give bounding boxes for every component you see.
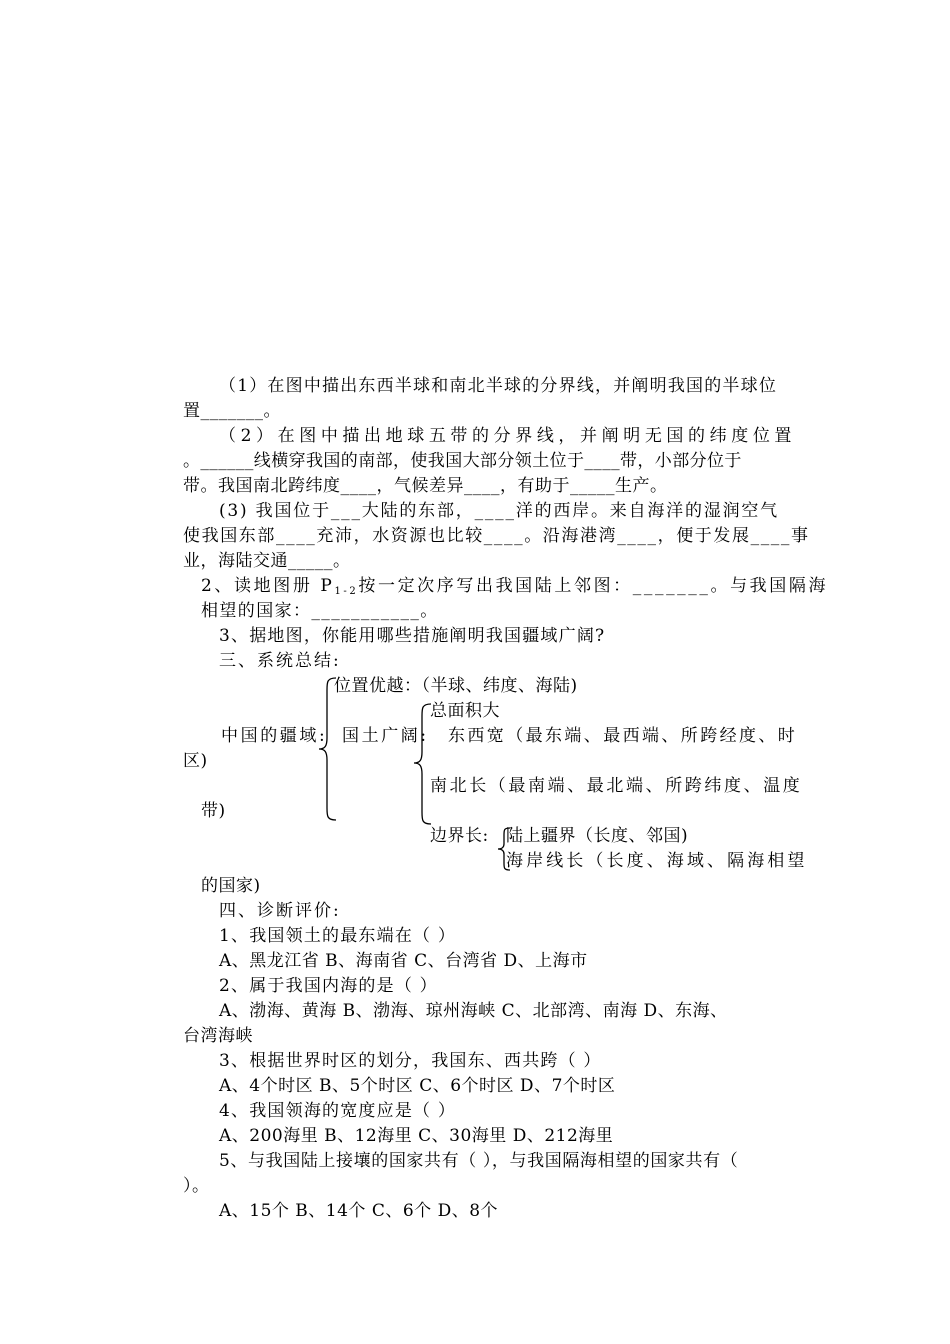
q1-1-line1: （1）在图中描出东西半球和南北半球的分界线，并阐明我国的半球位 [219,376,778,396]
item-5-question-cont: ）。 [183,1176,210,1196]
q1-3-line3: 业，海陆交通_____。 [183,551,351,571]
brace-root [316,676,338,822]
summary-coastline: 海岸线长（长度、海域、隔海相望 [506,851,808,871]
item-3-options: A、4个时区 B、5个时区 C、6个时区 D、7个时区 [219,1076,616,1096]
item-2-options-cont: 台湾海峡 [183,1026,253,1046]
item-1-options: A、黑龙江省 B、海南省 C、台湾省 D、上海市 [219,951,588,971]
summary-total-area: 总面积大 [430,701,500,721]
q1-2-line1: （2）在图中描出地球五带的分界线，并阐明无国的纬度位置 [219,426,797,446]
summary-east-west: 东西宽（最东端、最西端、所跨经度、时 [448,726,798,746]
q1-1-line2: 置_______。 [183,401,281,421]
q1-2-line3: 带。我国南北跨纬度____，气候差异____，有助于_____生产。 [183,476,668,496]
item-4-options: A、200海里 B、12海里 C、30海里 D、212海里 [219,1126,614,1146]
item-2-options: A、渤海、黄海 B、渤海、琼州海峡 C、北部湾、南海 D、东海、 [219,1001,728,1021]
item-5-question: 5、与我国陆上接壤的国家共有（ ），与我国隔海相望的国家共有（ [219,1151,739,1171]
summary-coastline-cont: 的国家) [201,876,261,896]
brace-border [496,826,512,872]
item-2-question: 2、属于我国内海的是（ ） [219,976,438,996]
item-3-question: 3、根据世界时区的划分，我国东、西共跨（ ） [219,1051,602,1071]
summary-land-label: 国土广阔: [342,726,429,746]
q1-3-line2: 使我国东部____充沛，水资源也比较____。沿海港湾____，便于发展____事 [183,526,810,546]
q1-3-line1: (3) 我国位于___大陆的东部，____洋的西岸。来自海洋的湿润空气 [219,501,779,521]
q2-line1: 2、读地图册 $P_{1-2}$按一定次序写出我国陆上邻图：_______。与我国隔海 [201,576,829,597]
item-5-options: A、15个 B、14个 C、6个 D、8个 [219,1201,499,1221]
q2-line2: 相望的国家：___________。 [201,601,439,621]
brace-land [411,702,433,826]
item-4-question: 4、我国领海的宽度应是（ ） [219,1101,457,1121]
summary-position: 位置优越：（半球、纬度、海陆) [334,676,578,696]
section-summary-title: 三、系统总结: [219,651,341,671]
summary-root-label: 中国的疆域: [221,726,328,746]
summary-border-label: 边界长: [430,826,489,846]
section-diagnosis-title: 四、诊断评价: [219,901,341,921]
q1-2-line2: 。______线横穿我国的南部，使我国大部分领土位于____带，小部分位于 [183,451,742,471]
item-1-question: 1、我国领土的最东端在（ ） [219,926,457,946]
summary-north-south: 南北长（最南端、最北端、所跨纬度、温度 [430,776,803,796]
q3-text: 3、据地图，你能用哪些措施阐明我国疆域广阔? [219,626,606,646]
summary-east-west-cont: 区) [183,751,208,771]
summary-north-south-cont: 带) [201,801,226,821]
summary-land-border: 陆上疆界（长度、邻国) [506,826,689,846]
